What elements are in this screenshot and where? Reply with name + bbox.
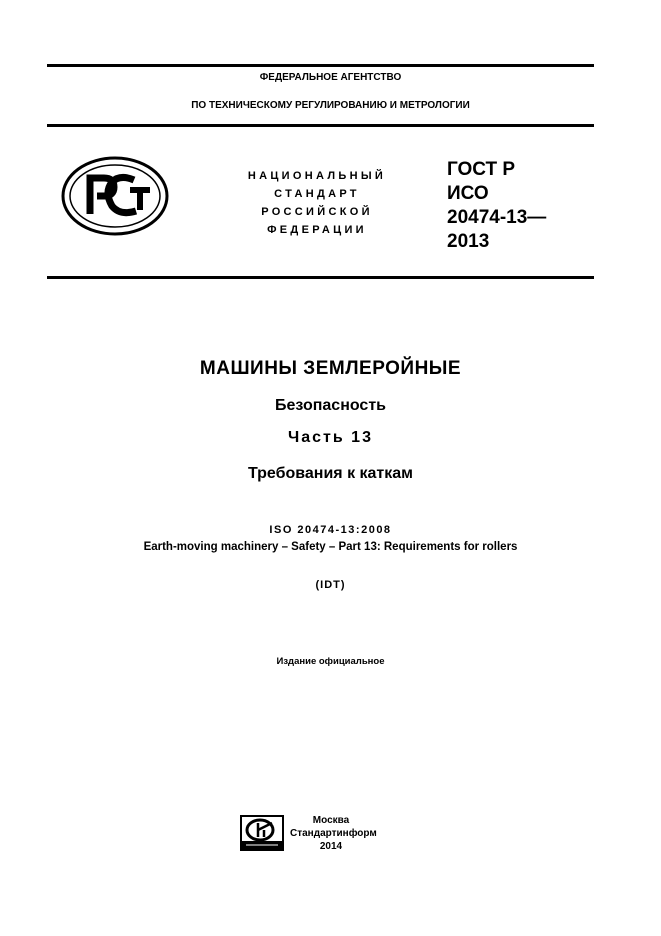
standartinform-logo-icon <box>240 815 284 851</box>
iso-english-title: Earth-moving machinery – Safety – Part 13: Requirements for rollers <box>143 541 518 553</box>
iso-code: ISO 20474-13:2008 <box>269 524 392 536</box>
document-subject: Требования к каткам <box>247 465 414 482</box>
standard-bottom-rule <box>47 276 594 279</box>
standard-number-line-2: ИСО <box>447 183 489 204</box>
publisher-year: 2014 <box>319 841 343 852</box>
standard-number-line-3: 20474-13— <box>447 207 547 228</box>
rst-emblem-icon <box>60 156 170 236</box>
edition-note: Издание официальное <box>276 656 385 667</box>
header-bottom-rule <box>47 124 594 127</box>
document-title: МАШИНЫ ЗЕМЛЕРОЙНЫЕ <box>199 358 462 379</box>
document-part: Часть 13 <box>288 429 373 446</box>
standard-number-line-4: 2013 <box>447 231 490 252</box>
standard-type-line-4: ФЕДЕРАЦИИ <box>267 224 367 236</box>
agency-line-1: ФЕДЕРАЛЬНОЕ АГЕНТСТВО <box>259 72 402 83</box>
standard-type-line-1: НАЦИОНАЛЬНЫЙ <box>247 170 387 182</box>
iso-equivalence: (IDT) <box>315 579 346 591</box>
publisher-block <box>290 814 377 853</box>
publisher-name: Стандартинформ <box>290 828 377 839</box>
document-subtitle: Безопасность <box>275 397 386 414</box>
agency-line-2: ПО ТЕХНИЧЕСКОМУ РЕГУЛИРОВАНИЮ И МЕТРОЛОГИИ <box>191 100 470 111</box>
publisher-city: Москва <box>312 815 350 826</box>
top-rule <box>47 64 594 67</box>
standard-type-line-3: РОССИЙСКОЙ <box>261 206 373 218</box>
standard-number-line-1: ГОСТ Р <box>447 159 516 180</box>
standard-type-line-2: СТАНДАРТ <box>274 188 360 200</box>
